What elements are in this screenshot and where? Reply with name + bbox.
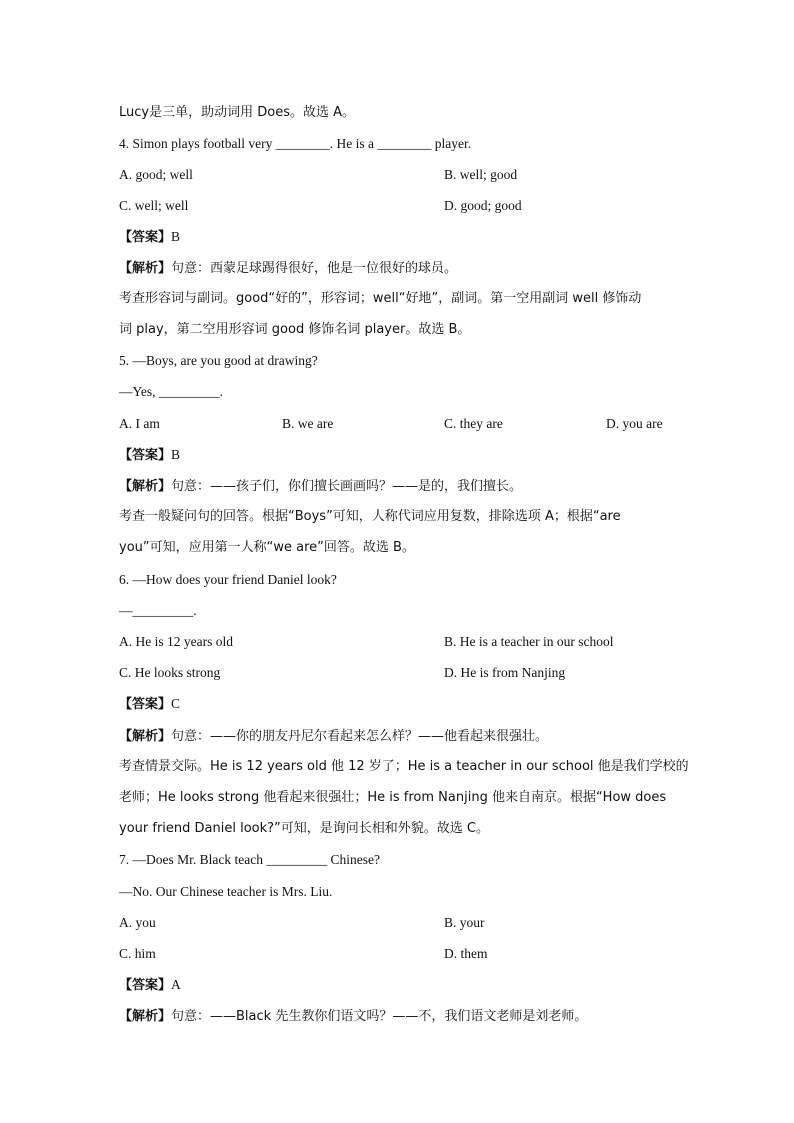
- q6-reply: —_________.: [119, 603, 197, 618]
- answer-tag: 【答案】: [119, 230, 172, 245]
- q5-stem: 5. —Boys, are you good at drawing?: [119, 353, 318, 368]
- answer-tag: 【答案】: [119, 978, 172, 993]
- answer-value: B: [171, 229, 181, 244]
- answer-tag: 【答案】: [119, 697, 172, 712]
- q7-stem: 7. —Does Mr. Black teach _________ Chinese?: [119, 852, 380, 867]
- q6-analysis-line-3: 老师；He looks strong 他看起来很强壮；He is from Nanjing 他来自南京。根据“How does: [119, 790, 667, 805]
- q5-option-a: A. I am: [119, 416, 160, 431]
- answer-value: A: [171, 977, 181, 992]
- q7-answer: [119, 976, 181, 995]
- q4-analysis-line-2: 考查形容词与副词。good“好的”，形容词；well“好地”，副词。第一空用副词 well 修饰动: [119, 291, 642, 306]
- q6-analysis: [119, 727, 548, 746]
- q5-analysis: [119, 477, 522, 496]
- q4-option-d: D. good; good: [444, 198, 522, 213]
- q7-option-a: A. you: [119, 915, 156, 930]
- q6-option-c: C. He looks strong: [119, 665, 221, 680]
- q6-stem: 6. —How does your friend Daniel look?: [119, 572, 337, 587]
- q4-answer: [119, 228, 180, 247]
- analysis-tag: 【解析】: [119, 1009, 172, 1024]
- analysis-tag: 【解析】: [119, 729, 172, 744]
- q5-reply: —Yes, _________.: [119, 384, 224, 399]
- q4-analysis: [119, 259, 457, 278]
- q4-analysis-line-3: 词 play，第二空用形容词 good 修饰名词 player。故选 B。: [119, 322, 471, 337]
- q5-option-b: B. we are: [282, 416, 334, 431]
- q6-option-a: A. He is 12 years old: [119, 634, 233, 649]
- q6-option-b: B. He is a teacher in our school: [444, 634, 614, 649]
- analysis-tag: 【解析】: [119, 479, 172, 494]
- analysis-text: 句意：西蒙足球踢得很好，他是一位很好的球员。: [171, 261, 458, 276]
- q6-analysis-line-2: 考查情景交际。He is 12 years old 他 12 岁了；He is a teacher in our school 他是我们学校的: [119, 759, 689, 774]
- q5-option-d: D. you are: [606, 416, 663, 431]
- q6-answer: [119, 695, 180, 714]
- q6-analysis-line-4: your friend Daniel look?”可知，是询问长相和外貌。故选 C。: [119, 821, 489, 836]
- q5-analysis-line-3: you”可知，应用第一人称“we are”回答。故选 B。: [119, 540, 415, 555]
- answer-value: B: [171, 447, 181, 462]
- analysis-text: 句意：——孩子们，你们擅长画画吗？——是的，我们擅长。: [171, 479, 523, 494]
- q4-option-b: B. well; good: [444, 167, 518, 182]
- q3-analysis-tail: Lucy是三单，助动词用 Does。故选 A。: [119, 105, 355, 120]
- q4-stem: 4. Simon plays football very ________. He is a ________ player.: [119, 136, 472, 151]
- analysis-text: 句意：——Black 先生教你们语文吗？——不，我们语文老师是刘老师。: [171, 1009, 588, 1024]
- q4-option-c: C. well; well: [119, 198, 189, 213]
- q5-answer: [119, 446, 180, 465]
- answer-value: C: [171, 696, 181, 711]
- q7-option-b: B. your: [444, 915, 485, 930]
- q7-analysis: [119, 1007, 587, 1026]
- q4-option-a: A. good; well: [119, 167, 193, 182]
- analysis-tag: 【解析】: [119, 261, 172, 276]
- q7-reply: —No. Our Chinese teacher is Mrs. Liu.: [119, 884, 333, 899]
- q7-option-c: C. him: [119, 946, 156, 961]
- q5-option-c: C. they are: [444, 416, 503, 431]
- q6-option-d: D. He is from Nanjing: [444, 665, 566, 680]
- q7-option-d: D. them: [444, 946, 488, 961]
- answer-tag: 【答案】: [119, 448, 172, 463]
- q5-analysis-line-2: 考查一般疑问句的回答。根据“Boys”可知，人称代词应用复数，排除选项 A；根据“are: [119, 509, 621, 524]
- analysis-text: 句意：——你的朋友丹尼尔看起来怎么样？——他看起来很强壮。: [171, 729, 549, 744]
